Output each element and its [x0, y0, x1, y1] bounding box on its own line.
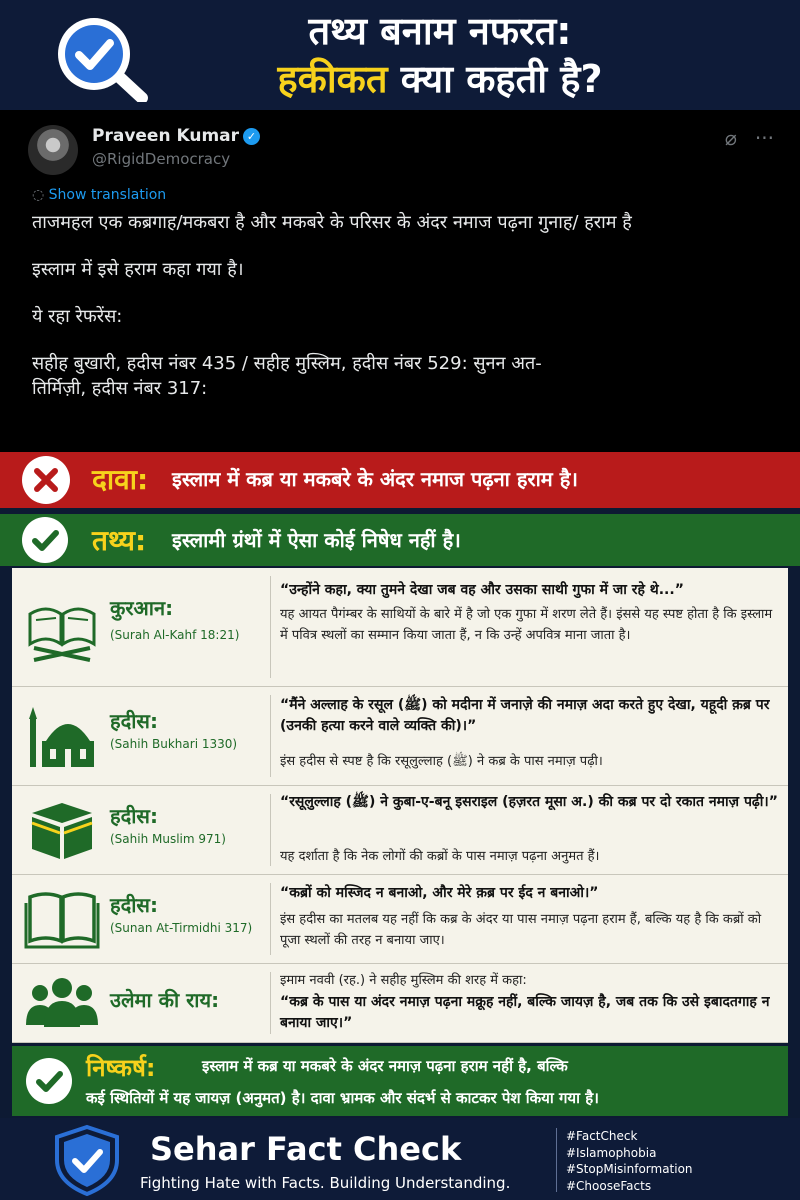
fact-banner — [0, 514, 800, 566]
evidence-row-tirmidhi — [12, 875, 788, 964]
kaaba-icon — [20, 786, 102, 874]
tweet-body — [32, 210, 772, 423]
grok-icon[interactable]: ⌀ — [724, 126, 737, 150]
evidence-row-scholars — [12, 964, 788, 1043]
conclusion-banner — [12, 1046, 788, 1116]
title-highlight: हकीकत — [277, 57, 388, 101]
footer — [0, 1118, 800, 1200]
check-icon — [26, 1058, 72, 1104]
evidence-label: हदीस: — [110, 804, 158, 828]
conclusion-text: कई स्थितियों में यह जायज़ (अनुमत) है। दावा भ्रामक और संदर्भ से काटकर पेश किया गया है। — [86, 1089, 599, 1107]
evidence-quote: “उन्होंने कहा, क्या तुमने देखा जब वह और उसका साथी गुफा में जा रहे थे...” — [280, 582, 684, 598]
evidence-note: इंस हदीस का मतलब यह नहीं कि कब्र के अंदर या पास नमाज़ पढ़ना हराम हैं, बल्कि यह है कि कब्रों को पूजा स्थलों की तरह न बनाया जाए। — [280, 912, 762, 948]
claim-banner — [0, 452, 800, 508]
evidence-quote: “मैंने अल्लाह के रसूल (ﷺ) को मदीना में जनाज़े की नमाज़ अदा करते हुए देखा, यहूदी क़ब्र पर (उनकी हत्या करने वाले व्यक्ति की)।” — [280, 697, 770, 734]
claim-text: इस्लाम में कब्र या मकबरे के अंदर नमाज पढ़ना हराम है। — [172, 467, 578, 491]
brand-name: Sehar Fact Check — [150, 1130, 462, 1168]
avatar[interactable] — [28, 125, 78, 175]
tweet-author[interactable] — [92, 126, 260, 146]
show-translation-label: Show translation — [48, 187, 167, 203]
evidence-quote: “कब्रों को मस्जिद न बनाओ, और मेरे क़ब्र पर ईद न बनाओ।” — [280, 885, 599, 901]
row-divider — [270, 794, 271, 866]
evidence-label: हदीस: — [110, 709, 158, 733]
hashtag: #FactCheck — [566, 1129, 638, 1143]
hashtag: #Islamophobia — [566, 1145, 657, 1160]
check-icon — [22, 517, 68, 563]
evidence-label: उलेमा की राय: — [110, 988, 220, 1012]
magnifier-check-icon — [50, 12, 150, 102]
tweet-paragraph: इस्लाम में इसे हराम कहा गया है। — [32, 259, 244, 280]
evidence-intro: इमाम नववी (रह.) ने सहीह मुस्लिम की शरह में कहा: — [280, 973, 527, 988]
page-title: तथ्य बनाम नफरत: — [308, 9, 572, 53]
evidence-quote: “रसूलुल्लाह (ﷺ) ने कुबा-ए-बनू इसराइल (हज़रत मूसा अ.) की कब्र पर दो रकात नमाज़ पढ़ी।” — [280, 794, 778, 810]
row-divider — [270, 972, 271, 1034]
evidence-row-muslim — [12, 786, 788, 875]
claim-label: दावा: — [92, 463, 149, 496]
hashtag-list — [566, 1128, 693, 1194]
evidence-reference: (Surah Al-Kahf 18:21) — [110, 628, 240, 642]
scholars-icon — [20, 964, 102, 1042]
row-divider — [270, 695, 271, 777]
evidence-reference: (Sahih Muslim 971) — [110, 832, 226, 846]
shield-check-icon — [52, 1124, 122, 1196]
translate-icon: ◌ — [32, 187, 45, 203]
evidence-note: यह दर्शाता है कि नेक लोगों की कब्रों के पास नमाज़ पढ़ना अनुमत हैं। — [280, 849, 600, 864]
tweet-screenshot — [0, 110, 800, 452]
verified-badge-icon: ✓ — [243, 128, 260, 145]
evidence-reference: (Sunan At-Tirmidhi 317) — [110, 921, 253, 935]
tweet-paragraph: ये रहा रेफरेंस: — [32, 306, 123, 327]
evidence-note: यह आयत पैगंम्बर के साथियों के बारे में है जो एक गुफा में शरण लेते हैं। इंससे यह स्पष्ट होता है कि इस्लाम में पवित्र स्थलों का सम्मान किया जाता हैं, न कि उन्हें अपवित्र माना जाता है। — [280, 607, 773, 643]
conclusion-text: इस्लाम में कब्र या मकबरे के अंदर नमाज़ पढ़ना हराम नहीं है, बल्कि — [202, 1057, 568, 1075]
hashtag: #StopMisinformation — [566, 1162, 693, 1176]
footer-divider — [556, 1128, 557, 1192]
tweet-paragraph: ताजमहल एक कब्रगाह/मकबरा है और मकबरे के परिसर के अंदर नमाज पढ़ना गुनाह/ हराम है — [32, 212, 632, 233]
row-divider — [270, 883, 271, 955]
evidence-quote: “कब्र के पास या अंदर नमाज़ पढ़ना मक्रूह नहीं, बल्कि जायज़ है, जब तक कि उसे इबादतगाह न बनाया जाए।” — [280, 994, 770, 1031]
page-subtitle — [160, 56, 720, 102]
author-handle[interactable]: @RigidDemocracy — [92, 150, 231, 168]
evidence-reference: (Sahih Bukhari 1330) — [110, 737, 238, 751]
conclusion-label: निष्कर्ष: — [86, 1054, 156, 1082]
evidence-row-quran — [12, 568, 788, 687]
show-translation-link[interactable] — [32, 187, 166, 203]
quran-icon — [20, 568, 102, 686]
row-divider — [270, 576, 271, 678]
evidence-row-bukhari — [12, 687, 788, 786]
tweet-paragraph: सहीह बुखारी, हदीस नंबर 435 / सहीह मुस्लिम, हदीस नंबर 529: सुनन अत-तिर्मिज़ी, हदीस नंबर 317: — [32, 353, 542, 399]
author-name: Praveen Kumar — [92, 126, 240, 146]
fact-label: तथ्य: — [92, 524, 147, 557]
tweet-actions — [707, 126, 774, 150]
mosque-icon — [20, 687, 102, 785]
header — [0, 0, 800, 110]
hashtag: #ChooseFacts — [566, 1178, 652, 1193]
evidence-label: कुरआन: — [110, 596, 174, 620]
fact-text: इस्लामी ग्रंथों में ऐसा कोई निषेध नहीं है। — [172, 528, 461, 552]
cross-icon — [22, 456, 70, 504]
evidence-label: हदीस: — [110, 893, 158, 917]
more-options-icon[interactable]: ··· — [754, 126, 774, 150]
book-icon — [20, 875, 102, 963]
title-rest: क्या कहती है? — [400, 57, 603, 101]
evidence-note: इंस हदीस से स्पष्ट है कि रसूलुल्लाह (ﷺ) ने कब्र के पास नमाज़ पढ़ी। — [280, 754, 603, 769]
tagline: Fighting Hate with Facts. Building Understanding. — [140, 1174, 511, 1192]
